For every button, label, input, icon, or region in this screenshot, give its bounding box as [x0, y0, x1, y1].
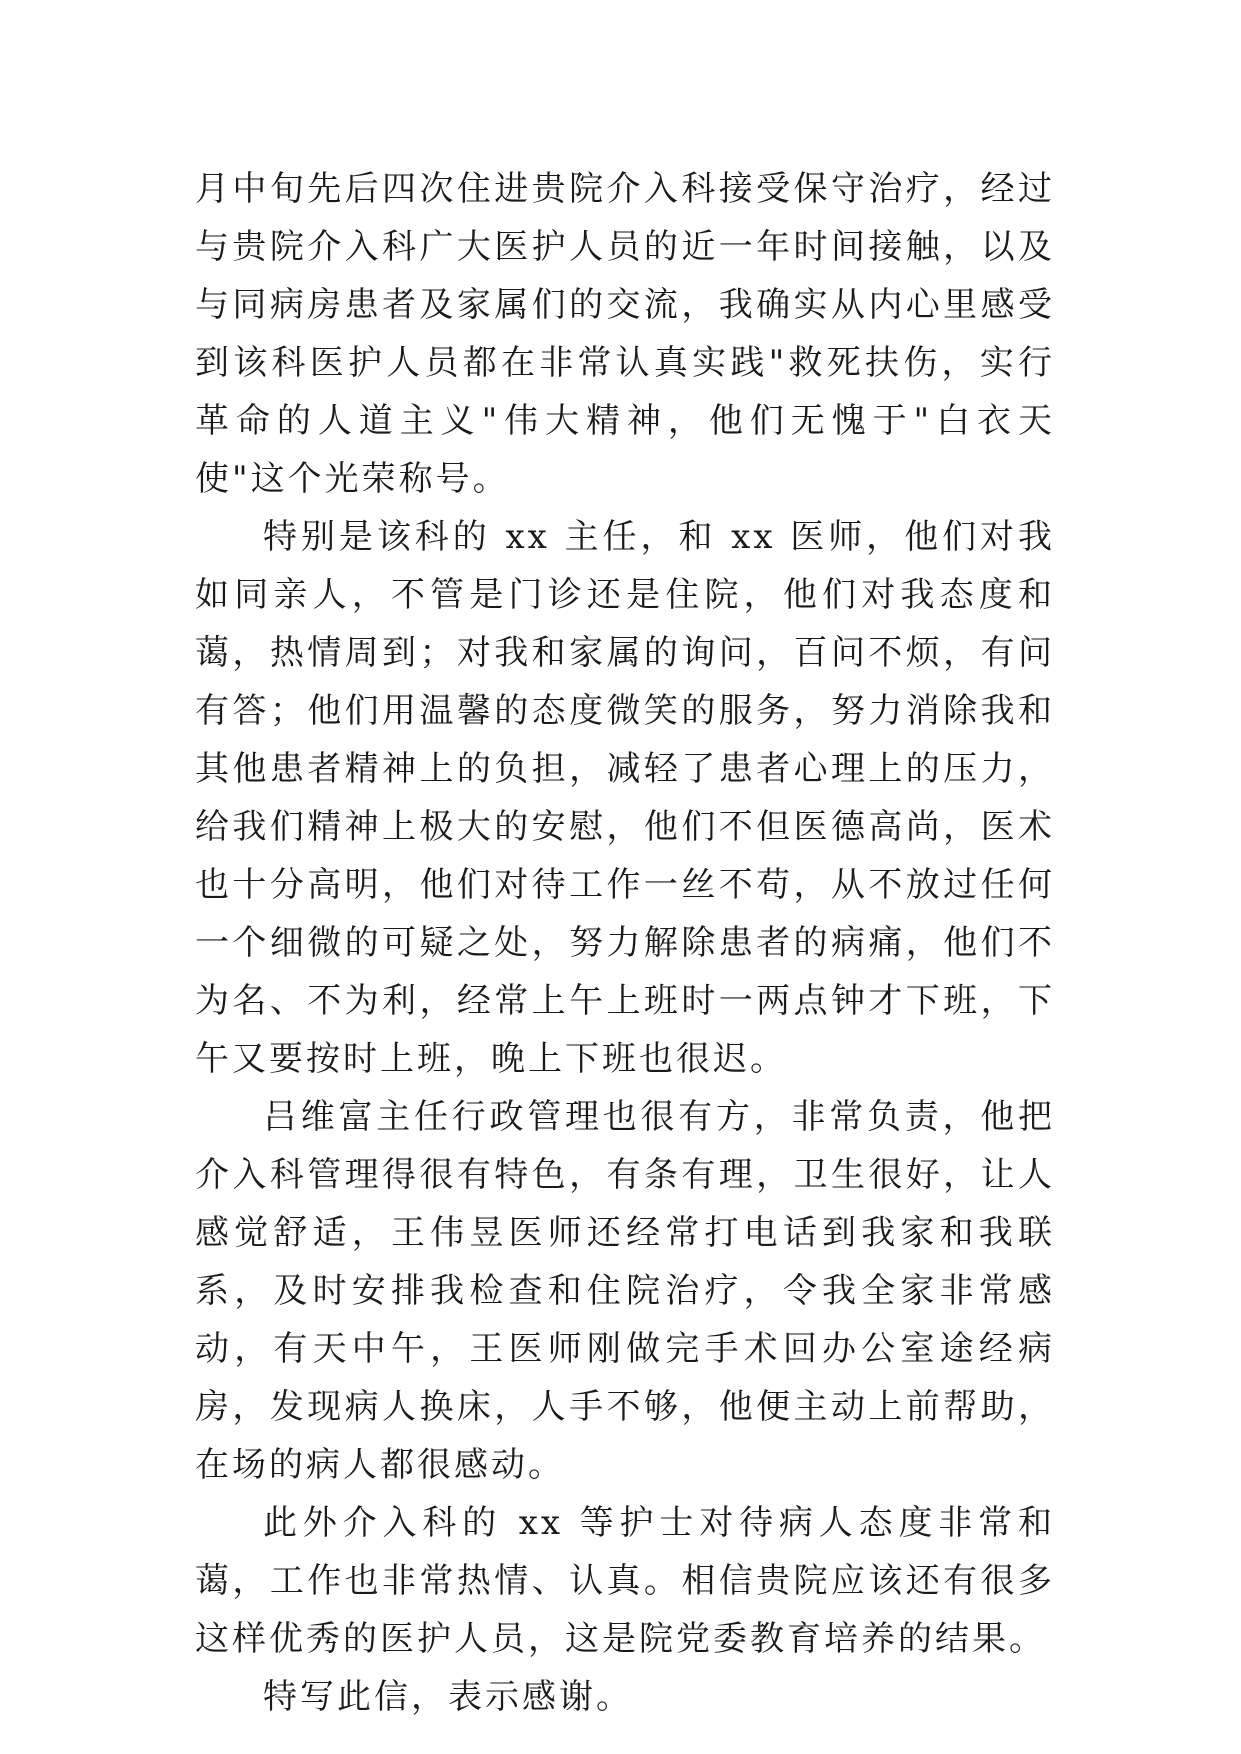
paragraph-closing: 特写此信，表示感谢。: [263, 1677, 633, 1717]
letter-body: [195, 160, 1055, 1726]
paragraph-nurses-praise: 此外介入科的 xx 等护士对待病人态度非常和蔼，工作也非常热情、认真。相信贵院应该还有很多这样优秀的医护人员，这是院党委教育培养的结果。: [195, 1503, 1055, 1659]
paragraph-director-praise: 吕维富主任行政管理也很有方，非常负责，他把介入科管理得很有特色，有条有理，卫生很好，让人感觉舒适，王伟昱医师还经常打电话到我家和我联系，及时安排我检查和住院治疗，令我全家非常感动，有天中午，王医师刚做完手术回办公室途经病房，发现病人换床，人手不够，他便主动上前帮助，在场的病人都很感动。: [195, 1097, 1055, 1485]
paragraph-continuation: 月中旬先后四次住进贵院介入科接受保守治疗，经过与贵院介入科广大医护人员的近一年时间接触，以及与同病房患者及家属们的交流，我确实从内心里感受到该科医护人员都在非常认真实践"救死扶伤，实行革命的人道主义"伟大精神，他们无愧于"白衣天使"这个光荣称号。: [195, 169, 1055, 499]
paragraph-doctors-praise: 特别是该科的 xx 主任，和 xx 医师，他们对我如同亲人，不管是门诊还是住院，他们对我态度和蔼，热情周到；对我和家属的询问，百问不烦，有问有答；他们用温馨的态度微笑的服务，努力消除我和其他患者精神上的负担，减轻了患者心理上的压力，给我们精神上极大的安慰，他们不但医德高尚，医术也十分高明，他们对待工作一丝不苟，从不放过任何一个细微的可疑之处，努力解除患者的病痛，他们不为名、不为利，经常上午上班时一两点钟才下班，下午又要按时上班，晚上下班也很迟。: [195, 517, 1055, 1079]
